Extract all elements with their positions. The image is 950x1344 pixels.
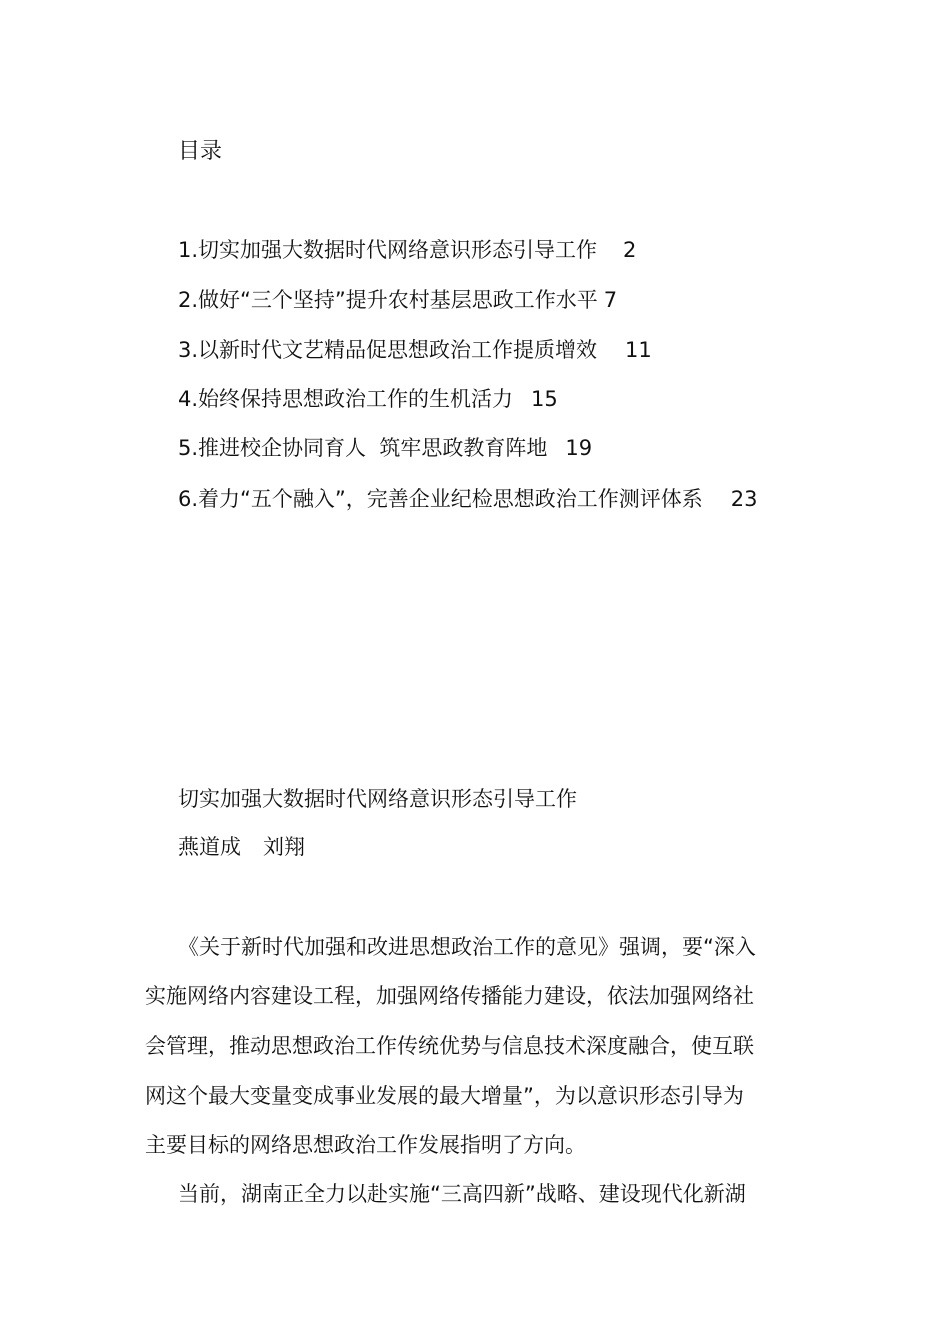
toc-item-title: 3.以新时代文艺精品促思想政治工作提质增效 — [178, 338, 598, 362]
paragraph-line: 会管理，推动思想政治工作传统优势与信息技术深度融合，使互联 — [145, 1034, 754, 1058]
toc-item-page: 7 — [603, 288, 618, 312]
toc-item[interactable] — [178, 335, 652, 365]
toc-item-title: 6.着力“五个融入”，完善企业纪检思想政治工作测评体系 — [178, 487, 703, 511]
toc-item[interactable] — [178, 484, 758, 514]
author-name: 刘翔 — [263, 835, 305, 859]
article-authors — [178, 832, 305, 862]
article-title: 切实加强大数据时代网络意识形态引导工作 — [178, 787, 577, 811]
toc-item[interactable] — [178, 285, 617, 315]
toc-item-page: 15 — [531, 387, 558, 411]
toc-item[interactable] — [178, 384, 558, 414]
paragraph-line: 网这个最大变量变成事业发展的最大增量”，为以意识形态引导为 — [145, 1084, 744, 1108]
toc-item-page: 11 — [625, 338, 652, 362]
author-name: 燕道成 — [178, 835, 241, 859]
toc-item-page: 2 — [623, 238, 637, 262]
paragraph-line: 主要目标的网络思想政治工作发展指明了方向。 — [145, 1133, 586, 1157]
toc-heading: 目录 — [178, 139, 223, 164]
toc-item-title: 2.做好“三个坚持”提升农村基层思政工作水平 — [178, 288, 598, 312]
toc-item-page: 23 — [730, 487, 758, 511]
toc-item-title: 5.推进校企协同育人 筑牢思政教育阵地 — [178, 436, 548, 460]
toc-item[interactable] — [178, 235, 636, 265]
toc-item-page: 19 — [565, 436, 593, 460]
toc-item[interactable] — [178, 433, 592, 463]
paragraph-line: 当前，湖南正全力以赴实施“三高四新”战略、建设现代化新湖 — [178, 1182, 746, 1206]
paragraph-line: 实施网络内容建设工程，加强网络传播能力建设，依法加强网络社 — [145, 984, 754, 1008]
toc-item-title: 1.切实加强大数据时代网络意识形态引导工作 — [178, 238, 598, 262]
toc-item-title: 4.始终保持思想政治工作的生机活力 — [178, 387, 514, 411]
paragraph-line: 《关于新时代加强和改进思想政治工作的意见》强调，要“深入 — [178, 935, 756, 959]
